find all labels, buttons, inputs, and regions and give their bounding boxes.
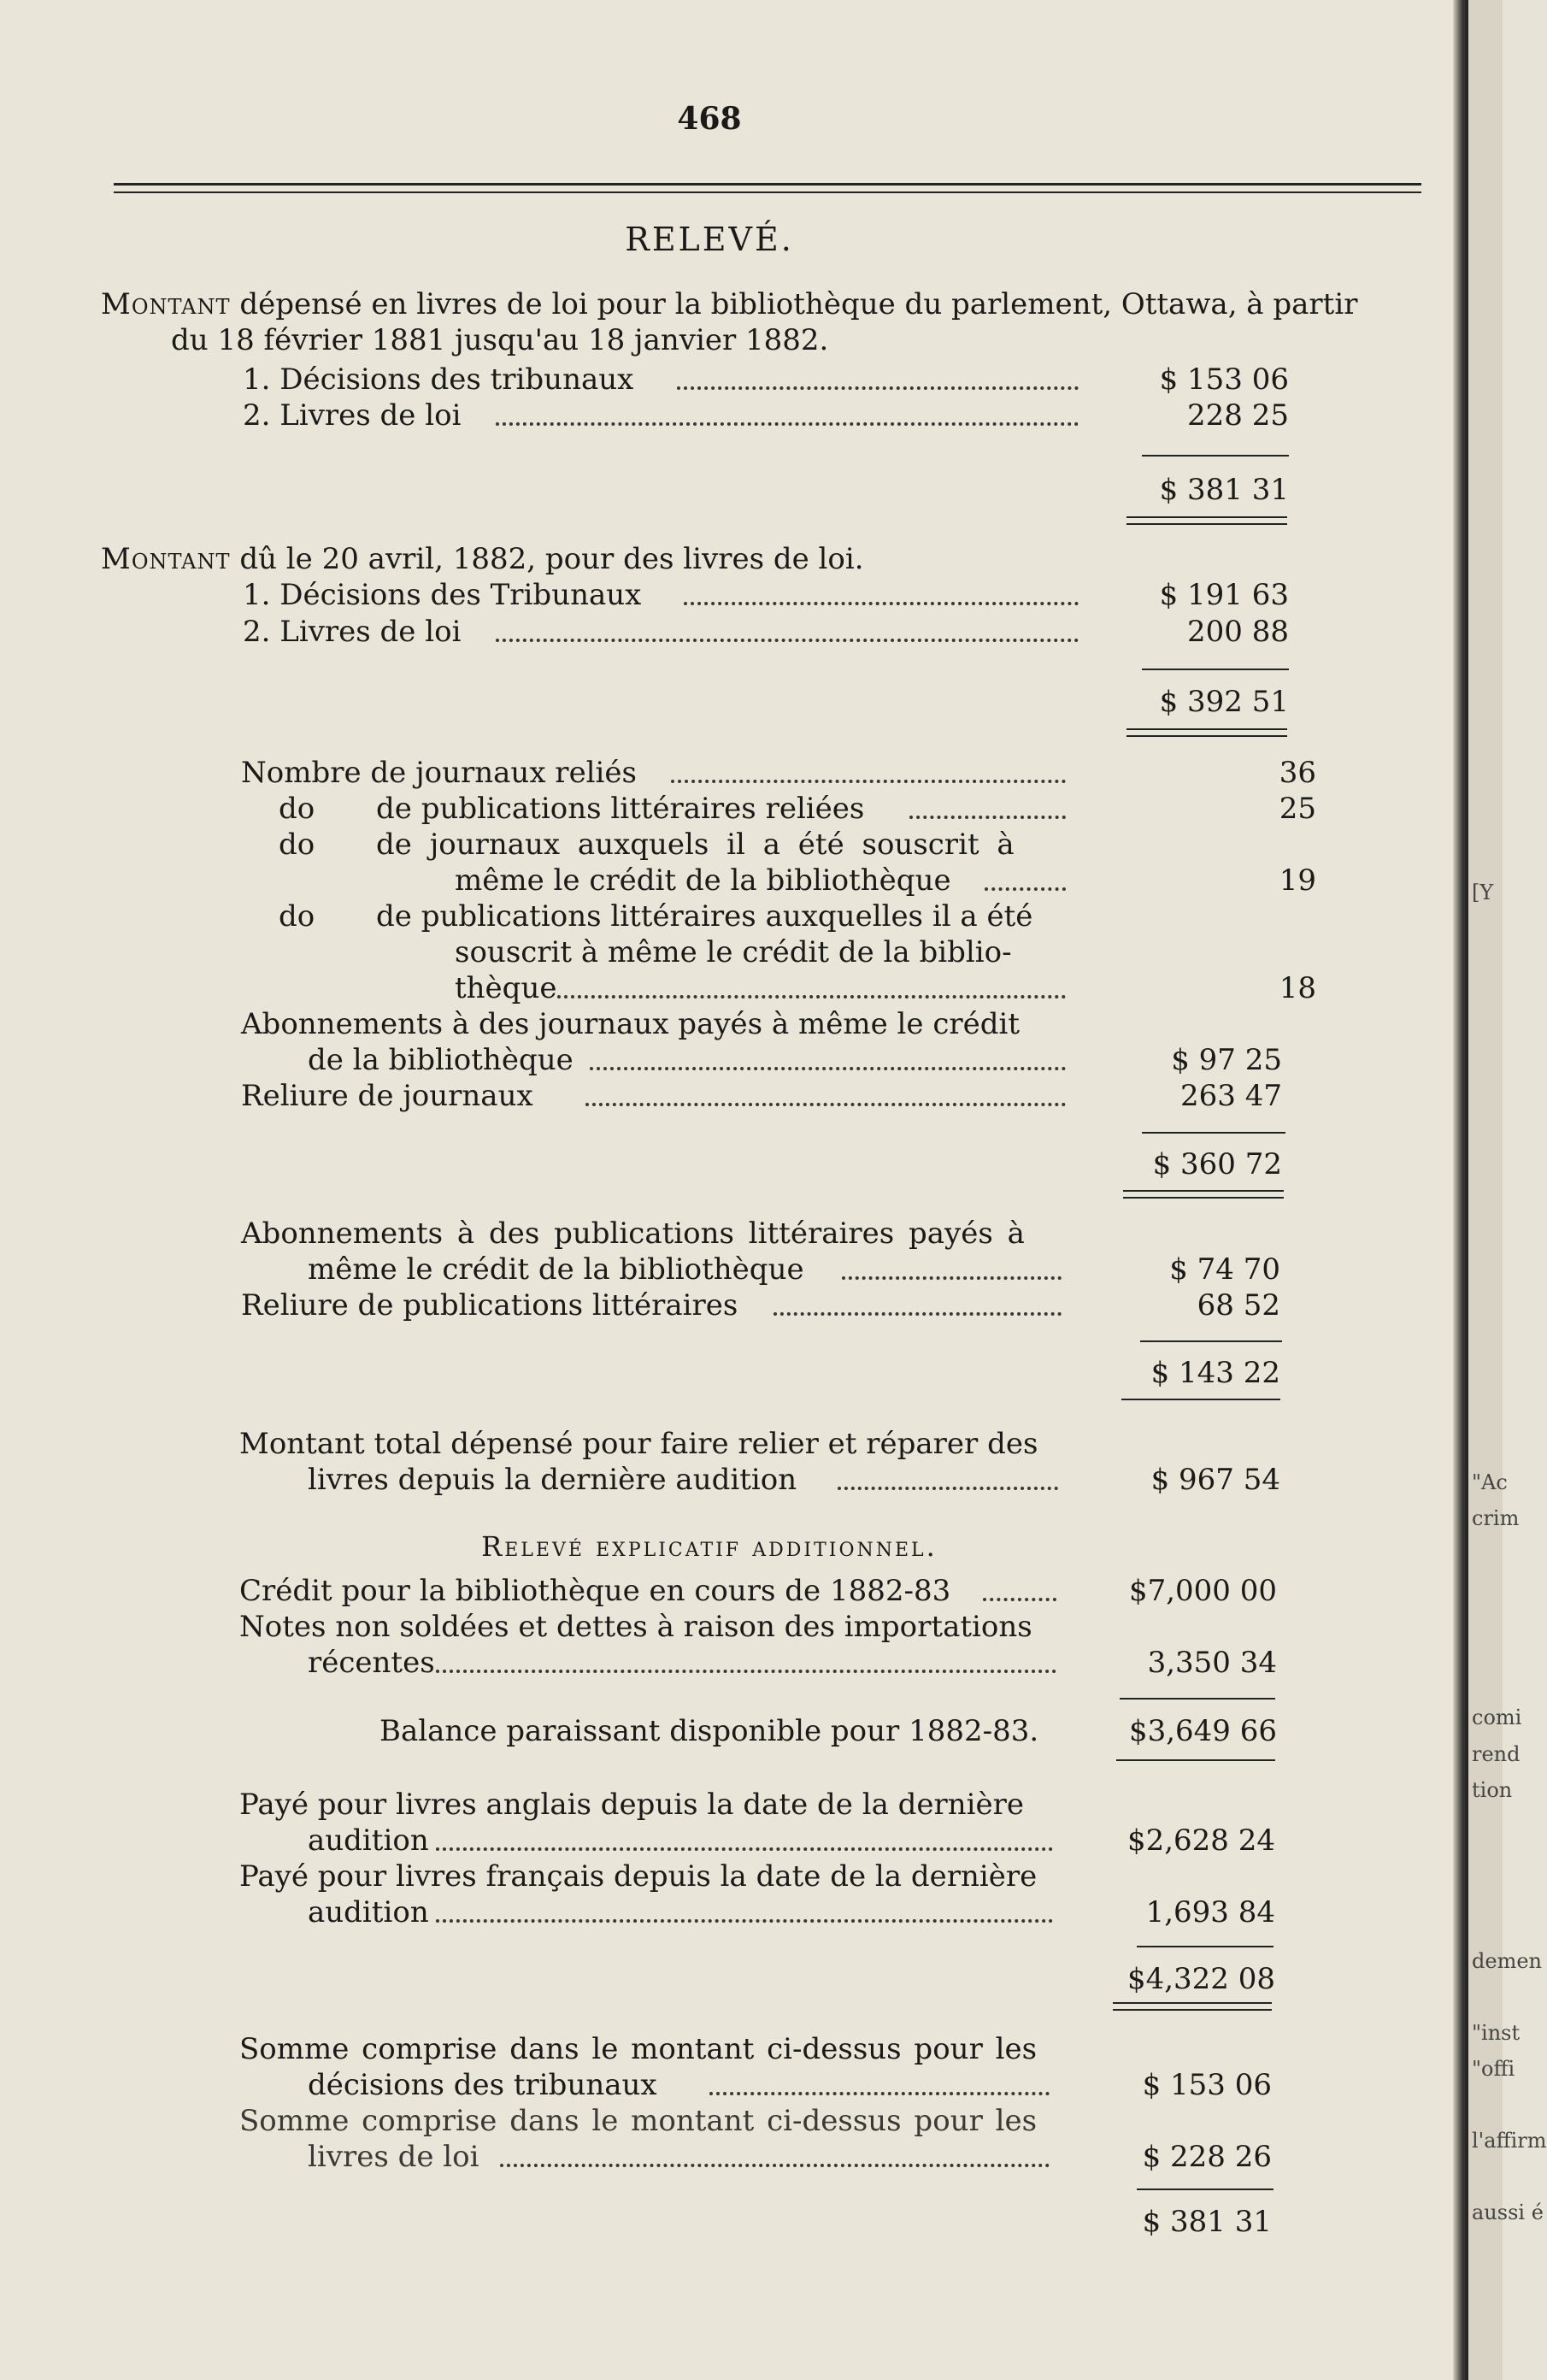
leader-dots [671,780,1066,783]
s2-heading [101,541,864,577]
total-rule [1116,1759,1275,1761]
margin-fragment: "inst [1472,2021,1521,2045]
s6-r1-amount: $7,000 00 [1128,1574,1277,1608]
s4-r1-line2: même le crédit de la bibliothèque [308,1252,804,1287]
s7-r1-line2: audition [308,1823,429,1858]
subtotal-rule [1142,1132,1285,1134]
margin-fragment: rend [1472,1742,1521,1766]
s7-r1-line1: Payé pour livres anglais depuis la date de la dernière [239,1788,1025,1822]
header-rule-top [114,183,1421,186]
leader-dots [590,1067,1066,1070]
margin-fragment: tion [1472,1778,1513,1802]
leader-dots [709,2092,1050,2095]
margin-fragment: [Y [1472,881,1494,904]
s1-lead: Montant [101,287,231,321]
s3-r6-amount: 263 47 [1180,1079,1282,1113]
total-rule [1123,1190,1284,1192]
s7-r2-amount: 1,693 84 [1145,1895,1275,1929]
margin-fragment: aussi é [1472,2200,1544,2224]
s3-r3-line2: même le crédit de la bibliothèque [455,863,951,898]
s6-r1-label: Crédit pour la bibliothèque en cours de 1882-83 [239,1574,951,1608]
s6-balance-label: Balance paraissant disponible pour 1882-83. [379,1714,1039,1748]
total-rule [1123,1197,1284,1199]
s5-line1: Montant total dépensé pour faire relier et réparer des [239,1427,1038,1461]
s3-r2-label: de publications littéraires reliées [376,792,865,826]
s8-r2-line1: Somme comprise dans le montant ci-dessus pour les [239,2104,1038,2138]
s3-r3-do: do [279,828,315,862]
book-spine [1453,0,1468,2380]
s2-item2-amount: 200 88 [1187,615,1289,649]
s3-r4-value: 18 [1279,971,1316,1005]
s7-r2-line2: audition [308,1895,429,1929]
s5-line2: livres depuis la dernière audition [308,1463,797,1497]
header-rule-bottom [114,191,1421,193]
subtotal-rule [1140,1340,1282,1342]
s2-item1-amount: $ 191 63 [1159,578,1289,612]
leader-dots [585,1103,1066,1106]
total-rule [1113,2002,1272,2004]
s7-r2-line1: Payé pour livres français depuis la date de la dernière [239,1859,1038,1894]
s3-r5-line1: Abonnements à des journaux payés à même le crédit [241,1007,1021,1041]
s6-r2-line1: Notes non soldées et dettes à raison des importations [239,1610,1032,1644]
s8-r1-line1: Somme comprise dans le montant ci-dessus pour les [239,2032,1038,2066]
s3-r4-do: do [279,899,315,934]
leader-dots [677,386,1079,390]
s3-r5-line2: de la bibliothèque [308,1043,574,1077]
s3-r2-do: do [279,792,315,826]
leader-dots [909,816,1066,819]
s3-r1-label: Nombre de journaux reliés [241,756,638,790]
s8-r1-line2: décisions des tribunaux [308,2068,657,2102]
s5-amount: $ 967 54 [1150,1463,1280,1497]
subtotal-rule [1142,455,1289,457]
subtotal-rule [1137,2189,1273,2190]
leader-dots [436,1847,1053,1851]
leader-dots [985,887,1066,891]
s4-total: $ 143 22 [1150,1356,1280,1390]
s4-r2-label: Reliure de publications littéraires [241,1288,738,1323]
document-title: RELEVÉ. [625,221,794,258]
margin-fragment: l'affirm [1472,2129,1547,2153]
s7-r1-amount: $2,628 24 [1126,1823,1275,1858]
s4-r2-amount: 68 52 [1197,1288,1280,1323]
s3-r1-value: 36 [1279,756,1316,790]
s1-item2-amount: 228 25 [1187,398,1289,433]
s8-r2-line2: livres de loi [308,2140,479,2174]
margin-fragment: demen [1472,1949,1542,1973]
s6-balance-amount: $3,649 66 [1128,1714,1277,1748]
leader-dots [557,995,1066,999]
subtotal-rule [1142,669,1289,670]
total-rule [1126,735,1287,737]
total-rule [1113,2009,1272,2011]
s1-heading [101,286,1357,322]
s2-total: $ 392 51 [1159,685,1289,719]
total-rule [1121,1399,1280,1400]
s6-r2-amount: 3,350 34 [1147,1646,1277,1680]
s3-r5-amount: $ 97 25 [1171,1043,1282,1077]
leader-dots [684,602,1079,605]
subtotal-rule [1120,1698,1275,1700]
s3-r2-value: 25 [1279,792,1316,826]
subtotal-rule [1137,1946,1273,1947]
page-number: 468 [677,101,742,137]
s2-item1-label: 1. Décisions des Tribunaux [243,578,642,612]
leader-dots [500,2164,1050,2167]
s3-total: $ 360 72 [1152,1147,1282,1181]
margin-fragment: comi [1472,1705,1522,1729]
s1-total: $ 381 31 [1159,473,1289,507]
leader-dots [496,422,1079,426]
total-rule [1126,728,1287,730]
subtitle: Relevé explicatif additionnel. [481,1530,938,1563]
margin-fragment: "Ac [1472,1470,1508,1494]
s4-r1-amount: $ 74 70 [1169,1252,1280,1287]
s2-lead: Montant [101,542,231,576]
s2-item2-label: 2. Livres de loi [243,615,462,649]
leader-dots [436,1919,1053,1923]
s3-r6-label: Reliure de journaux [241,1079,533,1113]
s1-item2-label: 2. Livres de loi [243,398,462,433]
leader-dots [774,1312,1062,1316]
s1-line2: du 18 février 1881 jusqu'au 18 janvier 1882. [171,323,829,357]
s1-line1: dépensé en livres de loi pour la bibliothèque du parlement, Ottawa, à partir [230,287,1358,321]
total-rule [1126,523,1287,525]
s3-r3-line1: de journaux auxquels il a été souscrit à [376,828,1015,862]
s6-r2-line2: récentes [308,1646,435,1680]
s8-total: $ 381 31 [1142,2205,1272,2239]
s1-item1-label: 1. Décisions des tribunaux [243,362,634,397]
leader-dots [496,639,1079,642]
s4-r1-line1: Abonnements à des publications littéraires payés à [241,1217,1025,1251]
s8-r1-amount: $ 153 06 [1142,2068,1272,2102]
s8-r2-amount: $ 228 26 [1142,2140,1272,2174]
leader-dots [983,1598,1056,1601]
s3-r4-line1: de publications littéraires auxquelles il a été [376,899,1033,934]
margin-fragment: crim [1472,1506,1520,1530]
leader-dots [436,1670,1056,1673]
s7-total: $4,322 08 [1126,1962,1275,1996]
leader-dots [842,1276,1062,1280]
leader-dots [838,1487,1058,1490]
s3-r4-line3: thèque [455,971,557,1005]
s3-r4-line2: souscrit à même le crédit de la biblio- [455,935,1012,969]
margin-fragment: "offi [1472,2057,1515,2081]
s2-line1: dû le 20 avril, 1882, pour des livres de loi. [230,542,864,576]
s1-item1-amount: $ 153 06 [1159,362,1289,397]
s3-r3-value: 19 [1279,863,1316,898]
total-rule [1126,516,1287,518]
